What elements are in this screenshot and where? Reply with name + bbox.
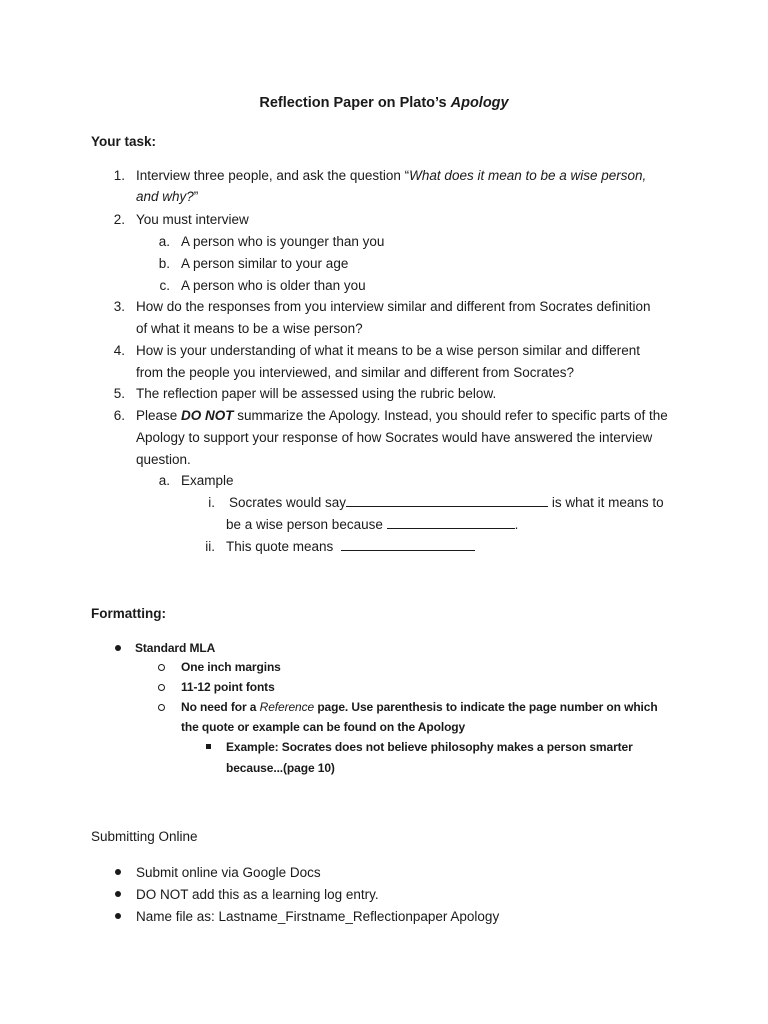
formatting-example: Example: Socrates does not believe philosophy makes a person smarter (226, 740, 633, 754)
answer-blank[interactable] (341, 538, 475, 551)
item-1-text: Interview three people, and ask the question “What does it mean to be a wise person, (136, 168, 647, 183)
submitting-bullet-3: Name file as: Lastname_Firstname_Reflectionpaper Apology (136, 909, 500, 924)
formatting-bullet-1a: One inch margins (181, 660, 281, 674)
submitting-bullet-1: Submit online via Google Docs (136, 865, 321, 880)
item-6aii-numeral: ii. (205, 539, 215, 554)
item-6-text: Please DO NOT summarize the Apology. Instead, you should refer to specific parts of the (136, 408, 668, 423)
item-3-text: How do the responses from you interview similar and different from Socrates definition (136, 299, 651, 314)
item-6ai-numeral: i. (208, 495, 215, 510)
bullet-dot-icon (115, 913, 121, 919)
item-2-text: You must interview (136, 212, 249, 227)
item-2c-letter: c. (159, 278, 170, 293)
item-5-text: The reflection paper will be assessed using the rubric below. (136, 386, 497, 401)
item-2b-text: A person similar to your age (181, 256, 349, 271)
item-3-text-line2: of what it means to be a wise person? (136, 321, 363, 336)
submitting-heading: Submitting Online (91, 829, 198, 844)
item-4-text-line2: from the people you interviewed, and similar and different from Socrates? (136, 365, 574, 380)
submitting-bullet-2: DO NOT add this as a learning log entry. (136, 887, 379, 902)
item-2c-text: A person who is older than you (181, 278, 366, 293)
formatting-example-line2: because...(page 10) (226, 761, 335, 775)
answer-blank[interactable] (346, 494, 548, 507)
item-2b-letter: b. (158, 256, 170, 271)
item-6a-letter: a. (158, 473, 170, 488)
task-heading: Your task: (91, 134, 157, 149)
item-1-number: 1. (113, 168, 125, 183)
bullet-square-icon (206, 744, 211, 749)
item-2a-text: A person who is younger than you (181, 234, 385, 249)
formatting-heading: Formatting: (91, 606, 166, 621)
item-4-text: How is your understanding of what it means to be a wise person similar and different (136, 343, 641, 358)
page-title: Reflection Paper on Plato’s Apology (259, 95, 509, 111)
do-not-emphasis: DO NOT (181, 408, 234, 423)
item-6-text-line2: Apology to support your response of how Socrates would have answered the interview (136, 430, 653, 445)
bullet-dot-icon (115, 869, 121, 875)
item-6ai-text-line2: be a wise person because . (226, 517, 519, 532)
item-6a-text: Example (181, 473, 234, 488)
item-6ai-text: Socrates would say is what it means to (229, 495, 664, 510)
item-2a-letter: a. (158, 234, 170, 249)
item-5-number: 5. (113, 386, 125, 401)
title-italic: Apology (450, 95, 509, 111)
bullet-dot-icon (115, 645, 121, 651)
answer-blank[interactable] (387, 516, 515, 529)
formatting-bullet-1c: No need for a Reference page. Use parenthesis to indicate the page number on which (181, 700, 658, 714)
item-6aii-text: This quote means (226, 538, 475, 556)
item-2-number: 2. (113, 212, 125, 227)
item-3-number: 3. (113, 299, 125, 314)
bullet-circle-icon (158, 684, 165, 691)
item-4-number: 4. (113, 343, 125, 358)
item-1-text-line2: and why?” (136, 189, 199, 204)
item-6-number: 6. (113, 408, 125, 423)
bullet-dot-icon (115, 891, 121, 897)
item-6-text-line3: question. (136, 452, 191, 467)
formatting-bullet-1c-line2: the quote or example can be found on the Apology (181, 720, 466, 734)
bullet-circle-icon (158, 704, 165, 711)
formatting-bullet-1b: 11-12 point fonts (181, 680, 275, 694)
bullet-circle-icon (158, 664, 165, 671)
formatting-bullet-1: Standard MLA (135, 641, 216, 655)
